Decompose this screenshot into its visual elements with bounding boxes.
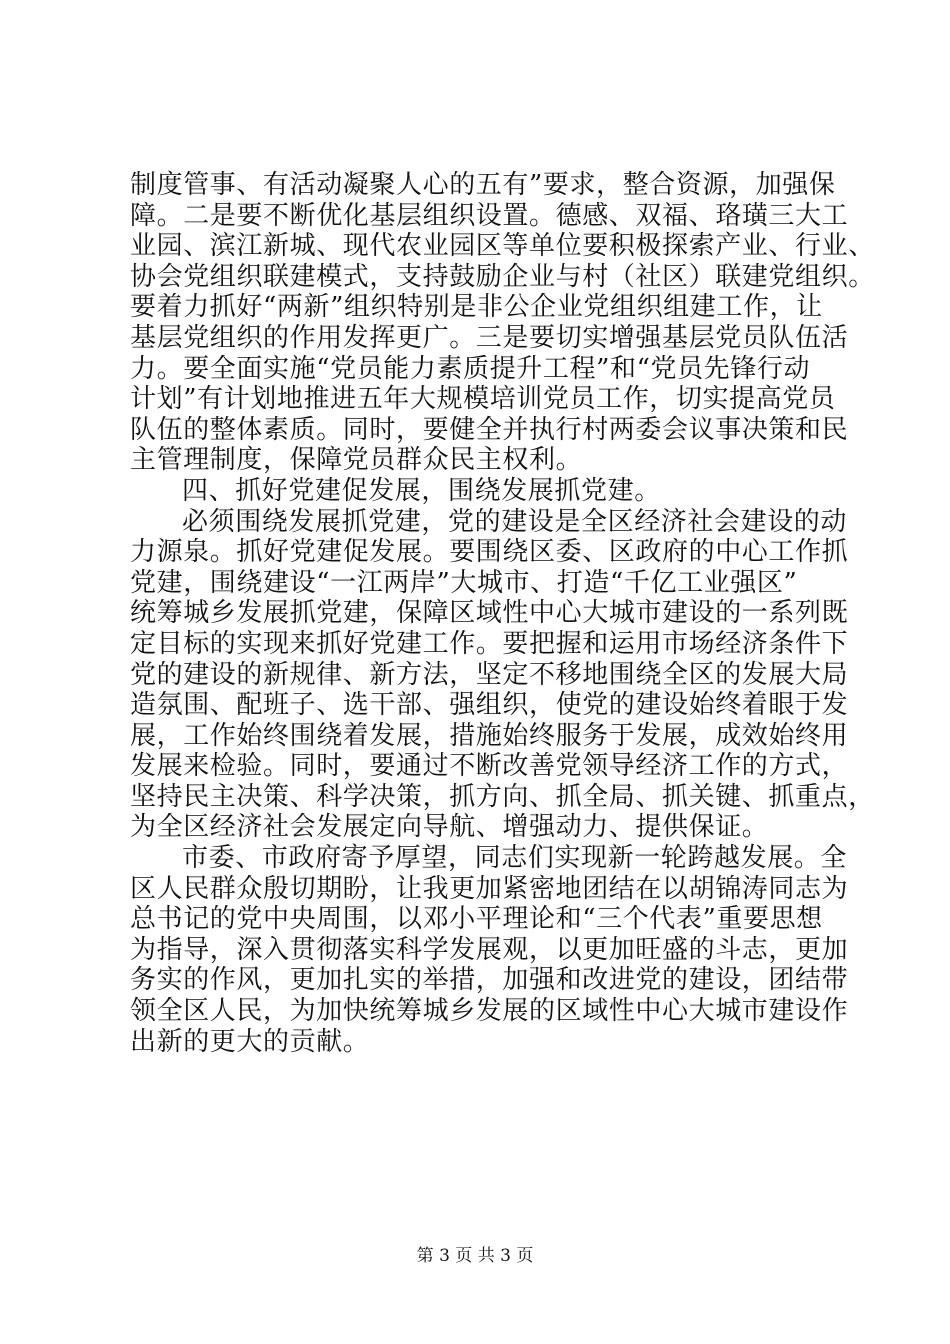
text-line: 队伍的整体素质。同时，要健全并执行村两委会议事决策和民 [130,414,849,445]
text-line: 协会党组织联建模式，支持鼓励企业与村（社区）联建党组织。 [130,261,875,292]
text-line: 业园、滨江新城、现代农业园区等单位要积极探索产业、行业、 [130,231,875,262]
text-line: 为指导，深入贯彻落实科学发展观，以更加旺盛的斗志，更加 [130,934,849,965]
text-line: 造氛围、配班子、选干部、强组织，使党的建设始终着眼于发 [130,690,849,721]
text-line: 党的建设的新规律、新方法，坚定不移地围绕全区的发展大局 [130,659,849,690]
text-line: 制度管事、有活动凝聚人心的五有”要求，整合资源，加强保 [130,170,836,200]
text-line: 力。要全面实施“党员能力素质提升工程”和“党员先锋行动 [130,353,811,384]
text-line: 务实的作风，更加扎实的举措，加强和改进党的建设，团结带 [130,965,849,996]
text-line: 定目标的实现来抓好党建工作。要把握和运用市场经济条件下 [130,628,849,659]
text-line: 主管理制度，保障党员群众民主权利。 [130,445,583,476]
text-line: 发展来检验。同时，要通过不断改善党领导经济工作的方式， [130,751,849,782]
text-line: 区人民群众殷切期盼，让我更加紧密地团结在以胡锦涛同志为 [130,873,849,904]
text-line: 党建，围绕建设“一江两岸”大城市、打造“千亿工业强区” [130,567,798,598]
text-line: 计划”有计划地推进五年大规模培训党员工作，切实提高党员 [130,384,836,415]
text-line: 展，工作始终围绕着发展，措施始终服务于发展，成效始终用 [130,720,849,751]
text-line: 要着力抓好“两新”组织特别是非公企业党组织组建工作，让 [130,292,823,323]
text-line: 领全区人民，为加快统筹城乡发展的区域性中心大城市建设作 [130,996,849,1027]
text-line: 坚持民主决策、科学决策，抓方向、抓全局、抓关键、抓重点， [130,781,875,812]
text-line: 基层党组织的作用发挥更广。三是要切实增强基层党员队伍活 [130,322,849,353]
text-line: 为全区经济社会发展定向导航、增强动力、提供保证。 [130,812,769,843]
text-line: 力源泉。抓好党建促发展。要围绕区委、区政府的中心工作抓 [130,537,849,568]
page-number-footer: 第 3 页 共 3 页 [416,1246,534,1266]
text-line: 总书记的党中央周围，以邓小平理论和“三个代表”重要思想 [130,904,823,935]
text-line: 统筹城乡发展抓党建，保障区域性中心大城市建设的一系列既 [130,598,849,629]
text-line: 障。二是要不断优化基层组织设置。德感、双福、珞璜三大工 [130,200,849,231]
text-line: 出新的更大的贡献。 [130,1026,370,1057]
text-line: 必须围绕发展抓党建，党的建设是全区经济社会建设的动 [182,506,848,537]
section-heading: 四、抓好党建促发展，围绕发展抓党建。 [182,475,661,506]
text-line: 市委、市政府寄予厚望，同志们实现新一轮跨越发展。全 [182,843,848,874]
document-body [130,170,875,1057]
